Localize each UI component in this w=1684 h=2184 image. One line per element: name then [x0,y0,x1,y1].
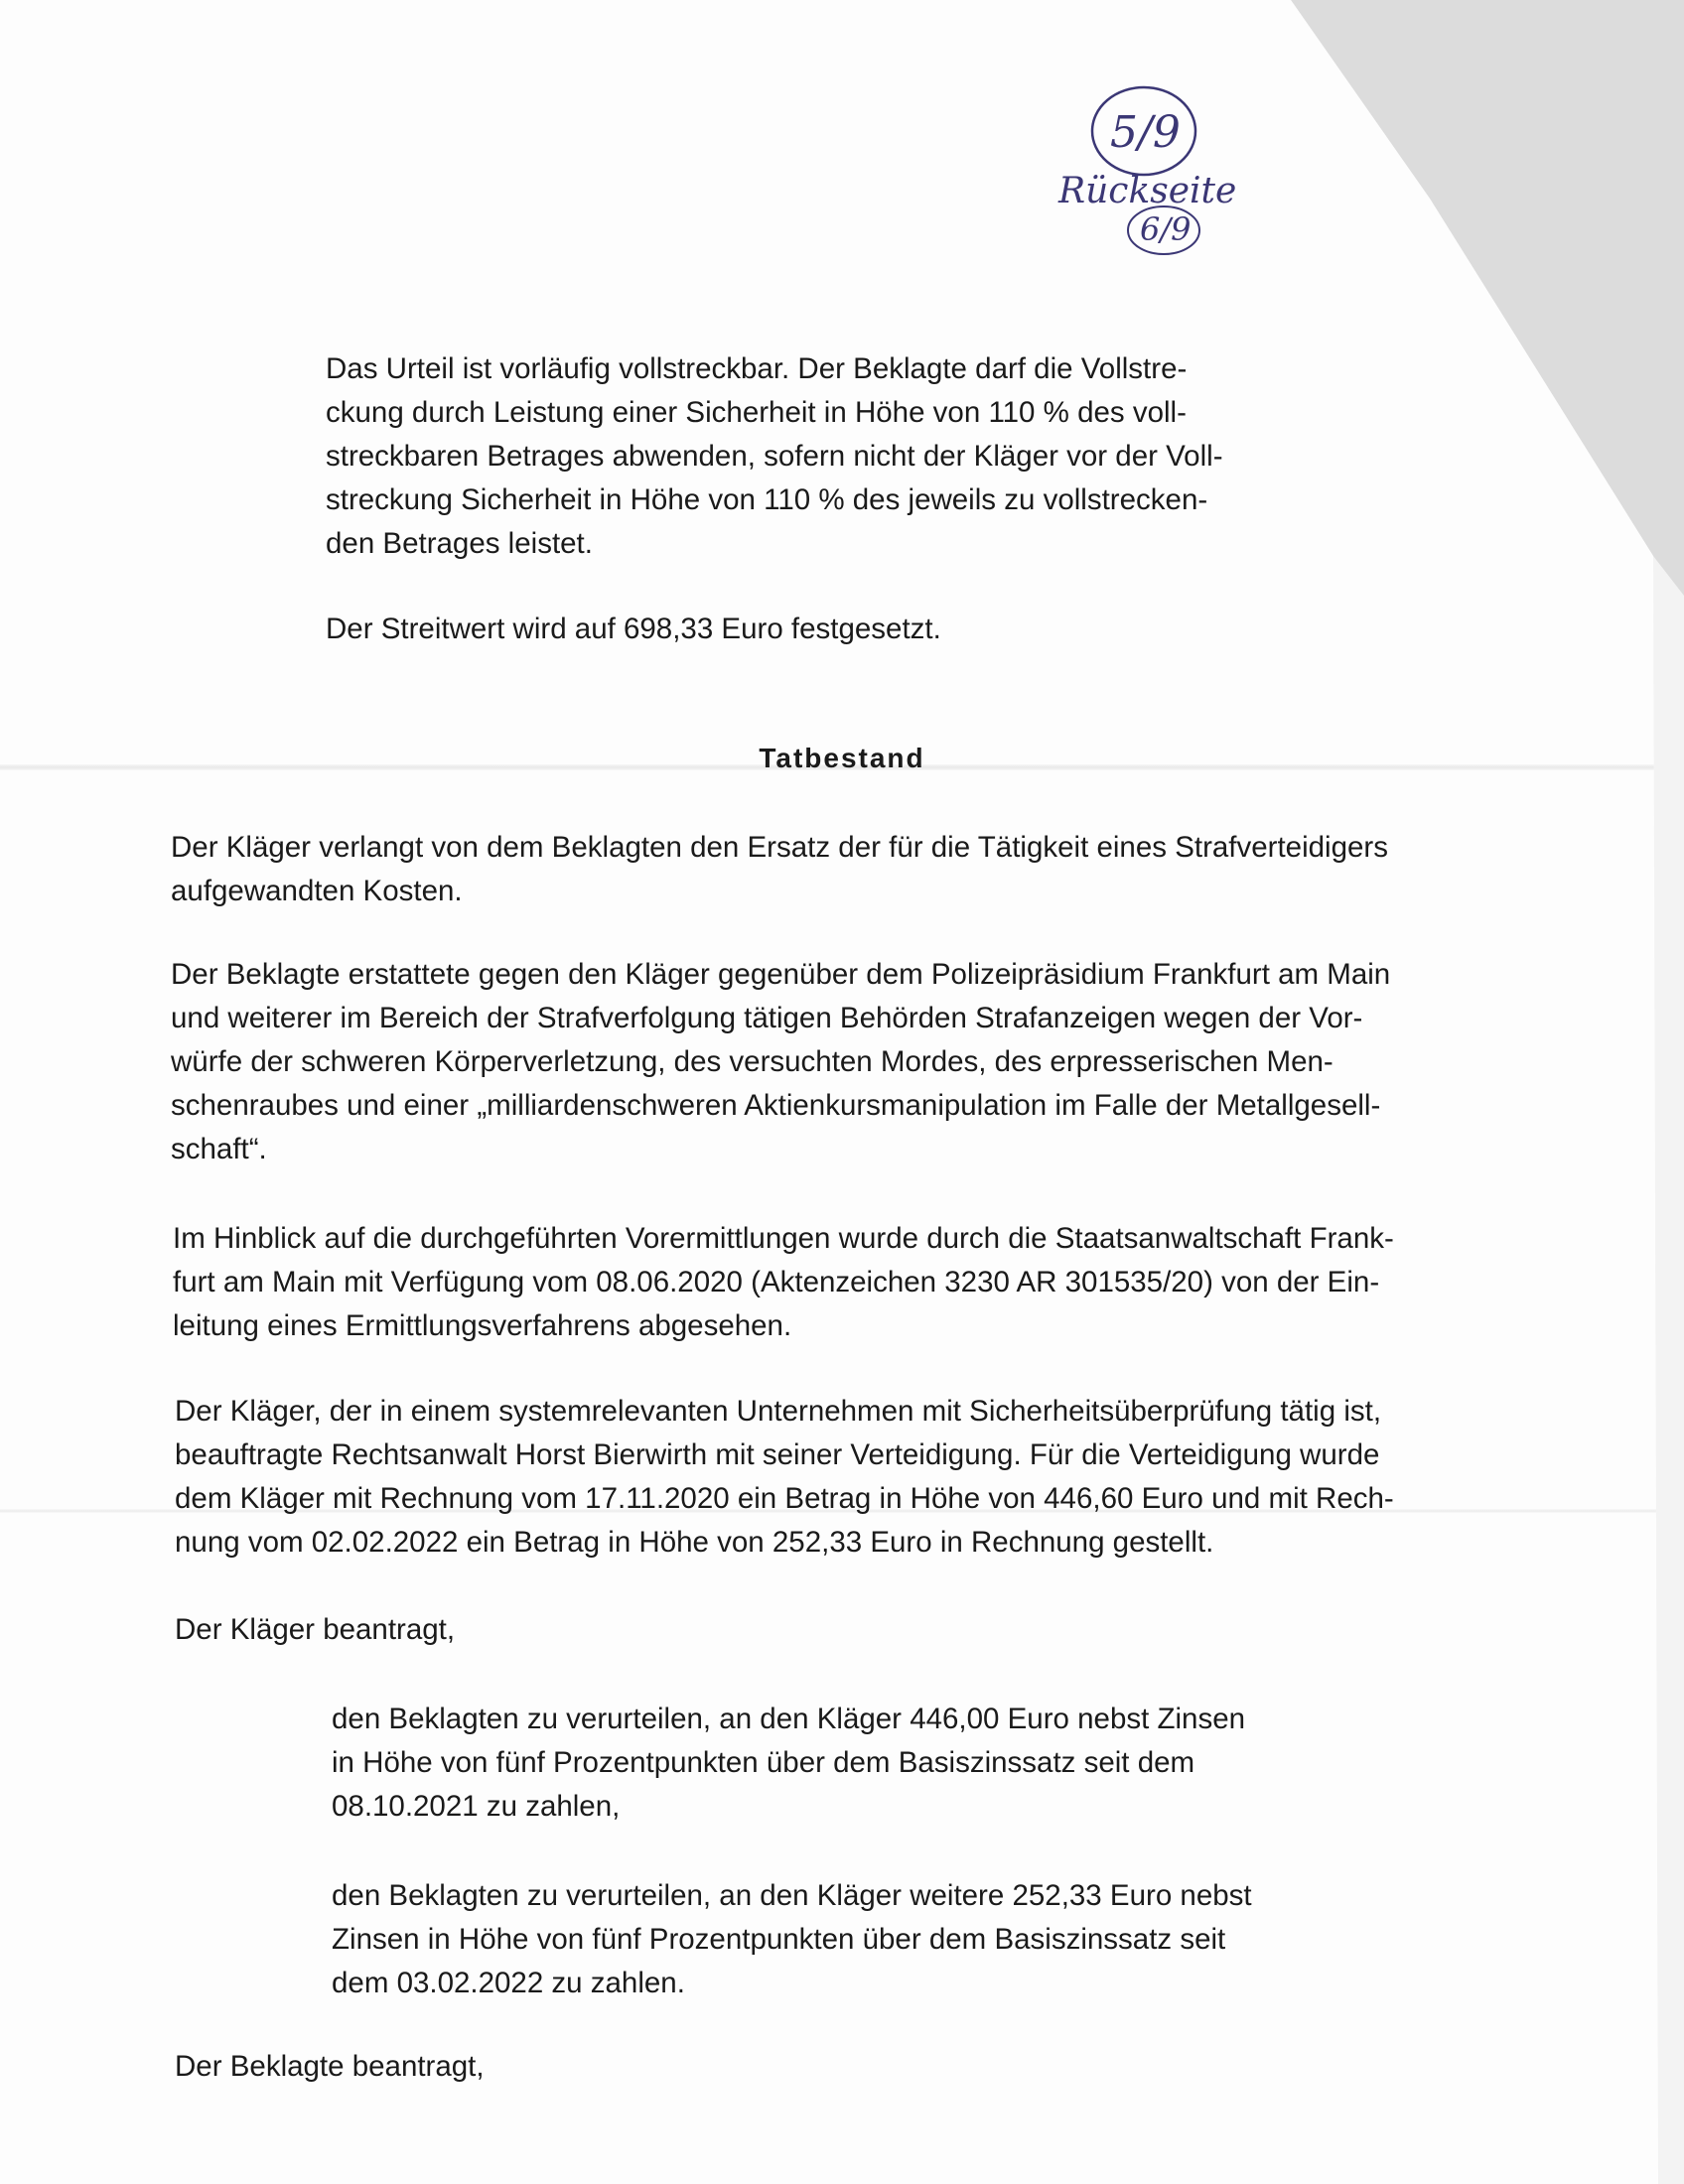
paragraph-vollstreckbar: Das Urteil ist vorläufig vollstreckbar. Der Beklagte darf die Vollstre- ckung durch Leistung einer Sicherheit in Höhe von 110 % des voll- streckbaren Betrages abwenden, sofern nicht der Kläger vor der Voll- streckung Sicherheit in Höhe von 110 % des jeweils zu vollstrecken- den Betrages leistet. [326,352,1223,560]
paragraph-beklagte-erstattete: Der Beklagte erstattete gegen den Kläger gegenüber dem Polizeipräsidium Frankfurt am Main und weiterer im Bereich der Strafverfolgung tätigen Behörden Strafanzeigen wegen der Vor- würfe der schweren Körperverletzung, des versuchten Mordes, des erpresserischen Men- schenraubes und einer „milliardenschweren Aktienkursmanipulation im Falle der Metallgesell- schaft“. [171,958,1391,1165]
section-heading-tatbestand: Tatbestand [759,743,925,773]
page-mark-text: 5/9 [1110,107,1181,158]
paragraph-beklagte-beantragt: Der Beklagte beantragt, [175,2050,485,2083]
paragraph-klaeger-beantragt: Der Kläger beantragt, [175,1613,456,1646]
paragraph-antrag-2: den Beklagten zu verurteilen, an den Kläger weitere 252,33 Euro nebst Zinsen in Höhe von fünf Prozentpunkten über dem Basiszinssatz seit dem 03.02.2022 zu zahlen. [332,1879,1252,1999]
paragraph-streitwert: Der Streitwert wird auf 698,33 Euro festgesetzt. [326,613,941,645]
sub-page-mark-text: 6/9 [1140,210,1192,248]
paragraph-klaeger-verlangt: Der Kläger verlangt von dem Beklagten den Ersatz der für die Tätigkeit eines Strafverteidigers aufgewandten Kosten. [171,831,1388,907]
paragraph-klaeger-system: Der Kläger, der in einem systemrelevanten Unternehmen mit Sicherheitsüberprüfung tätig ist, beauftragte Rechtsanwalt Horst Bierwirth mit seiner Verteidigung. Für die Verteidigung wurde dem Kläger mit Rechnung vom 17.11.2020 ein Betrag in Höhe von 446,60 Euro und mit Rech- nung vom 02.02.2022 ein Betrag in Höhe von 252,33 Euro in Rechnung gestellt. [175,1395,1394,1559]
rueckseite-note: Rückseite [1058,171,1237,211]
paragraph-hinblick: Im Hinblick auf die durchgeführten Vorermittlungen wurde durch die Staatsanwaltschaft Frank- furt am Main mit Verfügung vom 08.06.2020 (Aktenzeichen 3230 AR 301535/20) von der Ein- leitung eines Ermittlungsverfahrens abgesehen. [173,1222,1394,1342]
paragraph-antrag-1: den Beklagten zu verurteilen, an den Kläger 446,00 Euro nebst Zinsen in Höhe von fünf Prozentpunkten über dem Basiszinssatz seit dem 08.10.2021 zu zahlen, [332,1703,1246,1823]
